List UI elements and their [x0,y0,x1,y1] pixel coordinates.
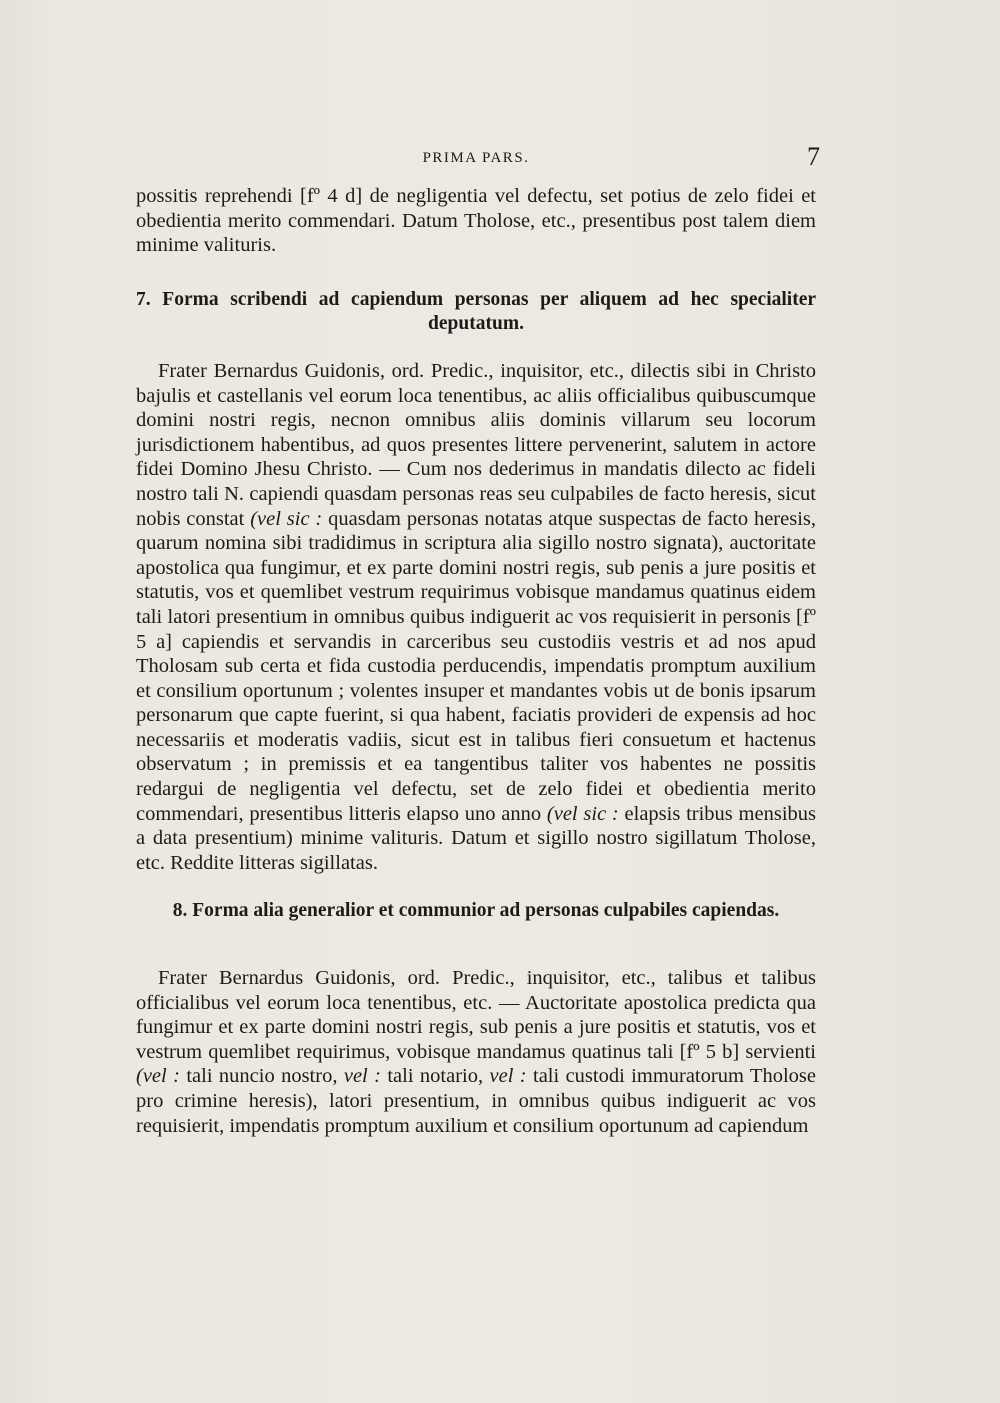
paragraph-section-8 [136,966,816,1138]
para7-italic-2: (vel sic : [546,802,619,825]
para8-italic-1: (vel : [136,1065,180,1088]
para7-italic-1: (vel sic : [250,507,323,530]
section-8-number: 8. [172,900,188,922]
para7-text-2: quasdam personas notatas atque suspectas de facto heresis, quarum nomina sibi tradidimus in scriptura alia sigillo nostro signata), auctoritate apostolica qua fungimur, et ex parte domini nostri regis, sub penis a jure positis et statutis, vos et quemlibet vestrum requirimus vobisque mandamus quatinus eidem tali latori presentium in omnibus quibus indiguerit ac vos requisierit in personis [fº 5 a] capiendis et servandis in carceribus seu custodiis vestris et ad nos apud Tholosam sub certa et fida custodia perducendis, impendatis promptum auxilium et consilium oportunum ; volentes insuper et mandantes vobis ut de bonis ipsarum personarum que capte fuerint, si qua habent, faciatis provideri de expensis ad hoc necessariis et moderatis vadiis, sicut est in talibus fieri consuetum et hactenus observatum ; in premissis et ea tangentibus taliter vos habentes ne possitis redargui de negligentia vel defectu, set de zelo fidei et obedientia merito commendari, presentibus litteris elapso uno anno [136,507,816,825]
section-7-heading [136,288,816,337]
para8-text-2: tali nuncio nostro, [179,1065,344,1088]
text-block [136,184,816,1138]
page-number: 7 [807,142,820,171]
running-title: PRIMA PARS. [422,150,530,166]
para8-text-1: Frater Bernardus Guidonis, ord. Predic., inquisitor, etc., talibus et talibus officialibus vel eorum loca tenentibus, etc. — Auctoritate apostolica predicta qua fungimur et ex parte domini nostri regis, sub penis a jure positis et statutis, vos et vestrum quemlibet requirimus, vobisque mandamus quatinus tali [fº 5 b] servienti [136,967,816,1063]
section-7-title: Forma scribendi ad capiendum personas per aliquem ad hec specialiter deputatum. [162,288,817,335]
section-7-number: 7. [136,288,151,310]
section-8-title: Forma alia generalior et communior ad personas culpabiles capiendas. [192,900,780,922]
para7-text-1: Frater Bernardus Guidonis, ord. Predic., inquisitor, etc., dilectis sibi in Christo bajulis et castellanis vel eorum loca tenentibus, ac aliis officialibus quibuscumque domini nostri regis, necnon omnibus aliis dominis villarum seu locorum jurisdictionem habentibus, ad quos presentes littere pervenerint, salutem in actore fidei Domino Jhesu Christo. — Cum nos dederimus in mandatis dilecto ac fideli nostro tali N. capiendi quasdam personas reas seu culpabiles de facto heresis, sicut nobis constat [136,359,816,530]
section-8-heading [136,899,816,924]
para7-text-3: elapsis tribus mensibus a data presentium) minime valituris. Datum et sigillo nostro sigillatum Tholose, etc. Reddite litteras sigillatas. [136,802,816,874]
para8-text-3: tali notario, [380,1065,490,1088]
para8-italic-2: vel : [343,1065,381,1088]
para8-italic-3: vel : [489,1065,527,1088]
para8-text-4: tali custodi immuratorum Tholose pro crimine heresis), latori presentium, in omnibus quibus indiguerit ac vos requisierit, impendatis promptum auxilium et consilium oportunum ad capiendum [136,1065,816,1137]
paragraph-section-7 [136,359,816,875]
running-head [136,142,820,171]
paragraph-continuation: possitis reprehendi [fº 4 d] de negligentia vel defectu, set potius de zelo fidei et obedientia merito commendari. Datum Tholose, etc., presentibus post talem diem minime valituris. [136,185,816,257]
